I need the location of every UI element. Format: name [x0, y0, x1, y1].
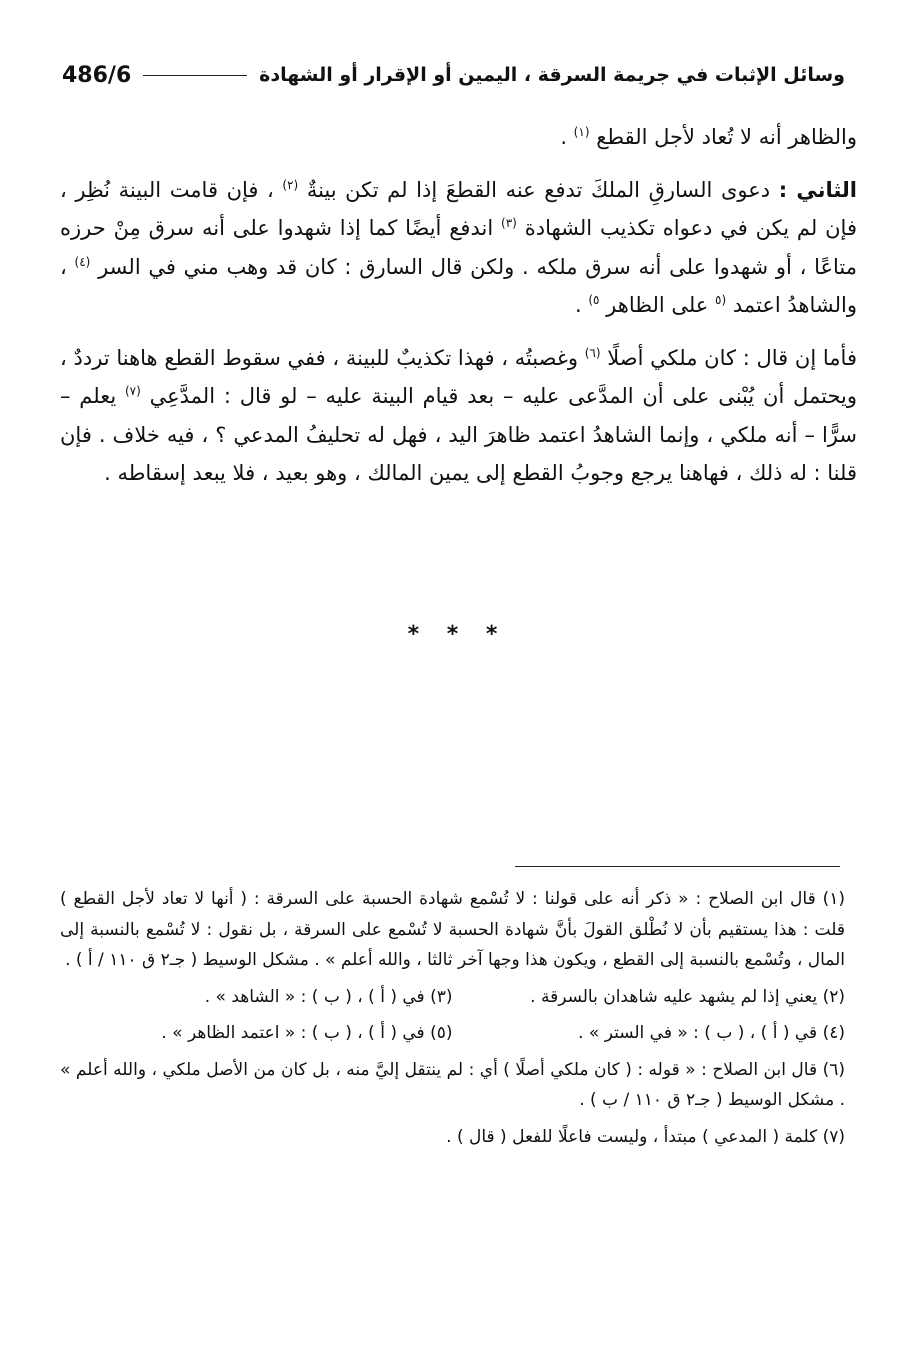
footnote-ref-2: (٢)	[282, 177, 299, 192]
footnote-2: (٢) يعني إذا لم يشهد عليه شاهدان بالسرقة .	[530, 986, 845, 1007]
footnotes	[60, 884, 845, 1158]
footnote-rule	[515, 866, 840, 867]
footnote-1: (١) قال ابن الصلاح : « ذكر أنه على قولنا : لا تُسْمع شهادة الحسبة على السرقة : ( أنها لا تعاد لأجل القطع ) قلت : هذا يستقيم بأن لا نُطْلق القولَ بأنَّ شهادة الحسبة لا تُسْمع على السرقة ، بل نقول : لا تُسْمع بالنسبة إلى المال ، وتُسْمع بالنسبة إلى القطع ، ويكون هذا وجها آخر ثالثا ، والله أعلم » . مشكل الوسيط ( جـ٢ ق ١١٠ / أ ) .	[60, 889, 845, 970]
footnote-row-2-3	[60, 982, 845, 1013]
footnote-5: (٥) في ( أ ) ، ( ب ) : « اعتمد الظاهر » .	[161, 1023, 453, 1043]
paragraph-lead: الثاني :	[778, 177, 858, 202]
footnote-7: (٧) كلمة ( المدعي ) مبتدأ ، وليست فاعلًا للفعل ( قال ) .	[446, 1126, 845, 1147]
footnote-ref-3: (٣)	[501, 216, 517, 230]
footnote-ref-1: (١)	[573, 125, 590, 139]
header-rule	[143, 75, 247, 76]
footnote-4: (٤) قي ( أ ) ، ( ب ) : « في الستر » .	[578, 1023, 845, 1043]
paragraph-2: الثاني : دعوى السارقِ الملكَ تدفع عنه القطعَ إذا لم تكن بينةٌ $^{(٢)}$ ، فإن قامت البينة نُظِر ، فإن لم يكن في دعواه تكذيب الشهادة $^{(٣)}$ اندفع أيضًا كما إذا شهدوا على أنه سرق مِنْ حرزه متاعًا ، أو شهدوا على أنه سرق ملكه . ولكن قال السارق : كان قد وهب مني في السر $^{(٤)}$ ، والشاهدُ اعتمد $^{(٥}$ على الظاهر $^{٥)}$ .	[60, 177, 858, 317]
footnote-3: (٣) في ( أ ) ، ( ب ) : « الشاهد » .	[204, 986, 453, 1007]
footnote-ref-4: (٤)	[74, 254, 91, 269]
main-text	[60, 118, 857, 507]
footnote-ref-5-close: ٥)	[588, 293, 600, 307]
footnote-6: (٦) قال ابن الصلاح : « قوله : ( كان ملكي أصلًا ) أي : لم ينتقل إليَّ منه ، بل كان من الأصل ملكي ، والله أعلم » . مشكل الوسيط ( جـ٢ ق ١١٠ / ب ) .	[60, 1059, 845, 1110]
footnote-row-4-5	[60, 1018, 845, 1049]
footnote-ref-6: (٦)	[584, 345, 601, 360]
paragraph-1: والظاهر أنه لا تُعاد لأجل القطع $^{(١)}$ .	[560, 125, 857, 149]
paragraph-3: فأما إن قال : كان ملكي أصلًا $^{(٦)}$ وغصبتُه ، فهذا تكذيبٌ للبينة ، ففي سقوط القطع هاهنا ترددٌ ، ويحتمل أن يُبْنى على أن المدَّعى عليه – بعد قيام البينة عليه – لو قال : المدَّعِي $^{(٧)}$ يعلم – سرًّا – أنه ملكي ، وإنما الشاهدُ اعتمد ظاهرَ اليد ، فهل له تحليفُ المدعي ؟ ، فيه خلاف . فإن قلنا : له ذلك ، فهاهنا يرجع وجوبُ القطع إلى يمين المالك ، وهو بعيد ، فلا يبعد إسقاطه .	[60, 345, 857, 485]
footnote-ref-5-open: (٥	[715, 293, 727, 307]
section-separator: * * *	[407, 622, 508, 647]
footnote-ref-7: (٧)	[124, 384, 141, 398]
running-title: وسائل الإثبات في جريمة السرقة ، اليمين أو الإقرار أو الشهادة	[259, 64, 845, 86]
page-number: 486/6	[62, 62, 132, 88]
running-header	[62, 58, 845, 92]
